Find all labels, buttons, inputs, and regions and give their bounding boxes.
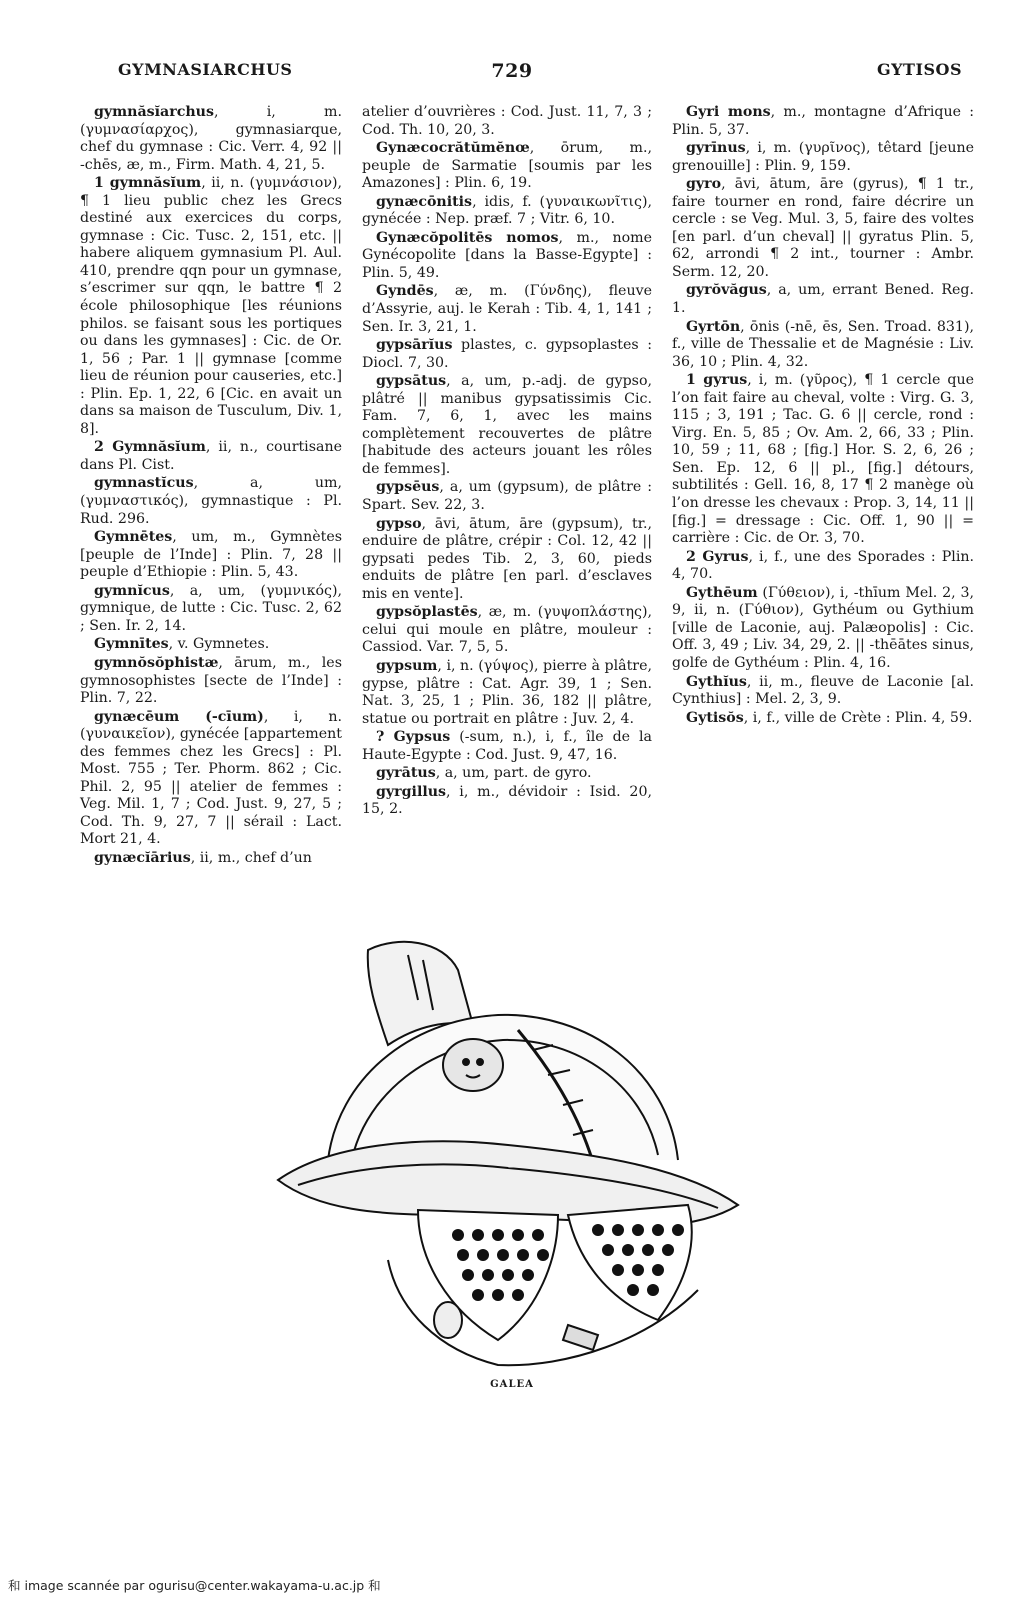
entry-headword: Gymnētes <box>94 529 173 546</box>
dictionary-entry <box>362 765 652 783</box>
entry-definition: , m., montagne d’Afrique : Plin. 5, 37. <box>672 104 974 138</box>
entry-headword: gymnastĭcus <box>94 475 194 492</box>
dictionary-entry <box>80 104 342 174</box>
entry-definition: , ii, m., chef d’un <box>190 849 312 866</box>
dictionary-entry <box>362 373 652 478</box>
dictionary-entry <box>80 175 342 438</box>
dictionary-entry <box>672 372 974 547</box>
entry-headword: gypsārĭus <box>376 337 453 354</box>
entry-headword: gypso <box>376 515 422 532</box>
entry-definition: , a, um (gypsum), de plâtre : Spart. Sev. 22, 3. <box>362 479 652 514</box>
entry-headword: gymnăsĭarchus <box>94 104 214 120</box>
page-number: 729 <box>491 60 533 82</box>
entry-definition: , i, m. (γυρῖνος), têtard [jeune grenouille] : Plin. 9, 159. <box>672 140 974 174</box>
running-head-left: GYMNASIARCHUS <box>118 60 293 79</box>
dictionary-entry <box>672 140 974 175</box>
dictionary-entry <box>672 104 974 139</box>
dictionary-entry <box>672 319 974 372</box>
entry-headword: Gyri mons <box>686 104 771 120</box>
entry-headword: gyrīnus <box>686 140 746 157</box>
entry-definition: , a, um, p.-adj. de gypso, plâtré || manibus gypsatissimis Cic. Fam. 7, 6, 1, avec les mains complètement recouvertes de plâtre [habitude des acteurs jouant les rôles de femmes]. <box>362 373 652 477</box>
entry-headword: gymnŏsŏphistæ <box>94 654 219 671</box>
entry-definition: , ii, n. (γυμνάσιον), ¶ 1 lieu public chez les Grecs destiné aux exercices du corps, gymnase : Cic. Tusc. 2, 151, etc. || habere aliquem gymnasium Pl. Aul. 410, prendre qqn pour un gymnase, s’escrimer sur qqn, le battre ¶ 2 école philosophique [les réunions philos. se faisant sous les portiques ou dans les gymnases] : Cic. de Or. 1, 56 ; Par. 1 || gymnase [comme lieu de réunion pour causeries, etc.] : Plin. Ep. 1, 22, 6 [Cic. en avait un dans sa maison de Tusculum, Div. 1, 8]. <box>80 175 342 437</box>
dictionary-entry <box>362 784 652 819</box>
galea-helmet-illustration <box>268 930 754 1372</box>
entry-definition: (-sum, n.), i, f., île de la Haute-Egypte : Cod. Just. 9, 47, 16. <box>362 729 653 763</box>
entry-definition: , i, n. (γύψος), pierre à plâtre, gypse, plâtre : Cat. Agr. 39, 1 ; Sen. Nat. 3, 25, 1 ; Plin. 36, 182 || plâtre, statue ou portrait en plâtre : Juv. 2, 4. <box>362 657 652 727</box>
entry-definition: , ōnis (-nē, ēs, Sen. Troad. 831), f., ville de Thessalie et de Magnésie : Liv. 36, 10 ; Plin. 4, 32. <box>672 318 974 370</box>
dictionary-entry <box>362 337 652 372</box>
dictionary-entry <box>362 194 652 229</box>
entry-headword: gyrŏvăgus <box>686 282 767 299</box>
entry-headword: gyrgillus <box>376 783 447 800</box>
dictionary-column-3 <box>672 104 974 728</box>
entry-definition: , æ, m. (Γύνδης), fleuve d’Assyrie, auj. le Kerah : Tib. 4, 1, 141 ; Sen. Ir. 3, 21, 1. <box>362 283 652 335</box>
entry-definition: plastes, c. gypsoplastes : Diocl. 7, 30. <box>362 337 652 371</box>
dictionary-column-1 <box>80 104 342 869</box>
scan-credit: 和 image scannée par ogurisu@center.wakayama-u.ac.jp 和 <box>8 1578 381 1593</box>
entry-headword: Gynæcocrătŭmĕnœ <box>376 140 530 157</box>
dictionary-entry <box>80 583 342 636</box>
dictionary-entry <box>362 729 652 764</box>
dictionary-entry <box>672 282 974 317</box>
entry-definition: , um, m., Gymnètes [peuple de l’Inde] : Plin. 7, 28 || peuple d’Ethiopie : Plin. 5, 43. <box>80 529 342 581</box>
entry-definition: , i, m., dévidoir : Isid. 20, 15, 2. <box>362 783 652 818</box>
entry-headword: gyro <box>686 176 722 193</box>
entry-definition: , āvi, ātum, āre (gypsum), tr., enduire de plâtre, crépir : Col. 12, 42 || gypsati pedes Tib. 2, 3, 60, pieds enduits de plâtre [en parl. d’esclaves mis en vente]. <box>362 515 652 602</box>
entry-headword: Gyndēs <box>376 283 434 300</box>
entry-definition: , ōrum, m., peuple de Sarmatie [soumis par les Amazones] : Plin. 6, 19. <box>362 140 652 192</box>
dictionary-entry <box>80 850 342 868</box>
dictionary-entry <box>80 529 342 582</box>
entry-headword: gypsum <box>376 657 438 674</box>
dictionary-entry <box>80 636 342 654</box>
entry-definition: , m., nome Gynécopolite [dans la Basse-Egypte] : Plin. 5, 49. <box>362 229 652 281</box>
entry-headword: Gyrtōn <box>686 318 741 335</box>
entry-headword: 2 Gymnăsĭum <box>94 439 206 456</box>
dictionary-entry <box>362 604 652 657</box>
entry-definition: , ii, n., courtisane dans Pl. Cist. <box>80 439 342 473</box>
dictionary-entry <box>362 283 652 336</box>
dictionary-entry <box>362 516 652 604</box>
entry-definition: , a, um, (γυμνικός), gymnique, de lutte : Cic. Tusc. 2, 62 ; Sen. Ir. 2, 14. <box>80 582 342 634</box>
dictionary-entry <box>362 658 652 728</box>
entry-definition: , ii, m., fleuve de Laconie [al. Cynthius] : Mel. 2, 3, 9. <box>672 673 974 708</box>
entry-headword: 2 Gyrus <box>686 548 749 565</box>
dictionary-entry <box>672 176 974 281</box>
entry-headword: gynæcĭārius <box>94 849 191 866</box>
entry-definition: , a, um, part. de gyro. <box>435 765 592 782</box>
entry-definition: , i, m. (γυμνασίαρχος), gymnasiarque, chef du gymnase : Cic. Verr. 4, 92 || -chēs, æ, m., Firm. Math. 4, 21, 5. <box>80 104 342 173</box>
dictionary-entry <box>672 710 974 728</box>
entry-definition: , i, f., ville de Crète : Plin. 4, 59. <box>743 709 973 726</box>
dictionary-entry <box>80 475 342 528</box>
entry-definition: , i, m. (γῦρος), ¶ 1 cercle que l’on fait faire au cheval, volte : Virg. G. 3, 115 ; 3, 191 ; Tac. G. 6 || cercle, rond : Virg. En. 5, 85 ; Ov. Am. 2, 66, 33 ; Plin. 10, 59 ; 11, 68 ; [fig.] Hor. S. 2, 6, 26 ; Sen. Ep. 12, 6 || pl., [fig.] détours, subtilités : Gell. 16, 8, 17 ¶ 2 manège où l’on dresse les chevaux : Prop. 3, 14, 11 || [fig.] = dressage : Cic. Off. 1, 90 || = carrière : Cic. de Or. 3, 70. <box>672 372 974 547</box>
entry-definition: , i, n. (γυναικεῖον), gynécée [appartement des femmes chez les Grecs] : Pl. Most. 755 ; Ter. Phorm. 862 ; Cic. Phil. 2, 95 || atelier de femmes : Veg. Mil. 1, 7 ; Cod. Just. 9, 27, 5 ; Cod. Th. 9, 27, 7 || sérail : Lact. Mort 21, 4. <box>80 708 342 848</box>
entry-headword: Gytisŏs <box>686 709 744 726</box>
entry-headword: ? Gypsus <box>376 729 451 746</box>
dictionary-column-2 <box>362 104 652 820</box>
dictionary-entry: atelier d’ouvrières : Cod. Just. 11, 7, 3 ; Cod. Th. 10, 20, 3. <box>362 104 652 138</box>
entry-headword: gyrātus <box>376 765 436 782</box>
dictionary-entry <box>362 230 652 283</box>
dictionary-entry <box>80 709 342 849</box>
dictionary-entry <box>672 674 974 709</box>
dictionary-entry <box>672 549 974 584</box>
entry-headword: Gynæcŏpolitēs nomos <box>376 229 559 246</box>
entry-headword: gypsēus <box>376 479 440 496</box>
dictionary-entry <box>80 439 342 474</box>
entry-definition: , a, um, (γυμναστικός), gymnastique : Pl. Rud. 296. <box>80 475 342 527</box>
entry-headword: gypsŏplastēs <box>376 604 478 621</box>
dictionary-entry <box>362 140 652 193</box>
entry-headword: Gythĭus <box>686 673 747 690</box>
entry-definition: , ārum, m., les gymnosophistes [secte de l’Inde] : Plin. 7, 22. <box>80 654 342 707</box>
entry-definition: , i, f., une des Sporades : Plin. 4, 70. <box>672 548 974 583</box>
entry-definition: , v. Gymnetes. <box>168 636 270 653</box>
dictionary-entry <box>362 479 652 514</box>
entry-definition: , idis, f. (γυναικωνῖτις), gynécée : Nep. præf. 7 ; Vitr. 6, 10. <box>362 193 652 228</box>
entry-definition: , æ, m. (γυψοπλάστης), celui qui moule en plâtre, mouleur : Cassiod. Var. 7, 5, 5. <box>362 604 652 656</box>
dictionary-entry <box>80 655 342 708</box>
dictionary-entry <box>672 585 974 673</box>
entry-headword: 1 gyrus <box>686 372 748 389</box>
entry-definition: (Γύθειον), i, -thīum Mel. 2, 3, 9, ii, n. (Γύθιον), Gythéum ou Gythium [ville de Laconie, auj. Palæopolis] : Cic. Off. 3, 49 ; Liv. 34, 29, 2. || -thēātes sinus, golfe de Gythéum : Plin. 4, 16. <box>672 584 974 671</box>
entry-headword: gypsātus <box>376 373 447 390</box>
entry-headword: Gythēum <box>686 584 758 601</box>
figure-caption: GALEA <box>490 1379 534 1390</box>
entry-headword: gymnĭcus <box>94 582 170 599</box>
entry-headword: Gymnītes <box>94 636 169 653</box>
entry-headword: gynæcōnitis <box>376 193 473 210</box>
entry-headword: 1 gymnăsĭum <box>94 175 202 192</box>
entry-definition: , āvi, ātum, āre (gyrus), ¶ 1 tr., faire tourner en rond, faire décrire un cercle : se Veg. Mul. 3, 5, faire des voltes [en parl. d’un cheval] || gyratus Plin. 5, 62, arrondi ¶ 2 int., tourner : Ambr. Serm. 12, 20. <box>672 176 974 280</box>
entry-definition: , a, um, errant Bened. Reg. 1. <box>672 282 974 317</box>
running-head-right: GYTISOS <box>876 60 962 79</box>
entry-headword: gynæcēum (-cīum) <box>94 708 264 725</box>
